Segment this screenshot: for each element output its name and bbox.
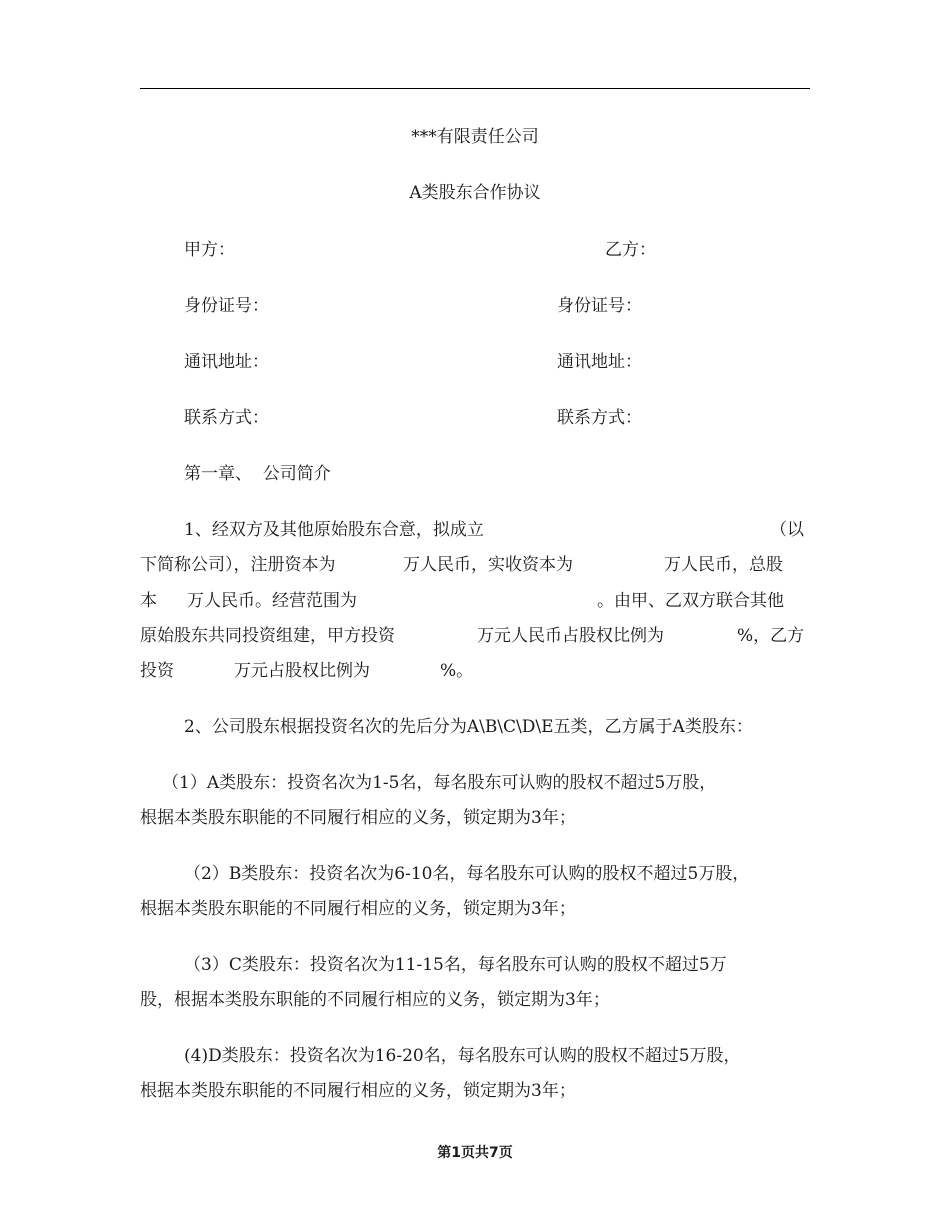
party-a-address-label: 通讯地址： bbox=[184, 352, 269, 372]
p1-line-3-tail: 。由甲、乙双方联合其他 bbox=[597, 591, 784, 611]
chapter-heading: 第一章、 公司简介 bbox=[184, 464, 331, 484]
company-name: ***有限责任公司 bbox=[411, 127, 539, 147]
p1-line-4-text: 原始股东共同投资组建，甲方投资 bbox=[140, 626, 395, 646]
p1-line-2-text: 下简称公司），注册资本为 bbox=[140, 555, 336, 575]
item-a-line-2: 根据本类股东职能的不同履行相应的义务，锁定期为3年； bbox=[140, 808, 576, 828]
item-c-line-2: 股，根据本类股东职能的不同履行相应的义务，锁定期为3年； bbox=[140, 990, 610, 1010]
item-a-line-1: （1）A类股东：投资名次为1-5名，每名股东可认购的股权不超过5万股， bbox=[162, 773, 717, 793]
item-b-line-1: （2）B类股东：投资名次为6-10名，每名股东可认购的股权不超过5万股， bbox=[184, 864, 750, 884]
item-b-line-2: 根据本类股东职能的不同履行相应的义务，锁定期为3年； bbox=[140, 899, 576, 919]
item-d-line-1: (4)D类股东：投资名次为16-20名，每名股东可认购的股权不超过5万股， bbox=[184, 1046, 741, 1066]
page-number-footer: 第1页共7页 bbox=[437, 1145, 513, 1161]
p1-line-1-text: 1、经双方及其他原始股东合意，拟成立 bbox=[184, 520, 484, 540]
p1-line-1-tail: （以 bbox=[770, 520, 804, 540]
agreement-title: A类股东合作协议 bbox=[409, 183, 541, 203]
item-d-line-2: 根据本类股东职能的不同履行相应的义务，锁定期为3年； bbox=[140, 1081, 576, 1101]
p1-line-5-tail: %。 bbox=[440, 661, 474, 681]
p1-line-5-text: 投资 bbox=[140, 661, 174, 681]
party-a-label: 甲方： bbox=[184, 240, 235, 260]
party-b-contact-label: 联系方式： bbox=[557, 408, 642, 428]
p1-line-2-mid: 万人民币，实收资本为 bbox=[403, 555, 573, 575]
p1-line-4-tail: %，乙方 bbox=[737, 626, 805, 646]
party-a-id-label: 身份证号： bbox=[184, 296, 269, 316]
p1-line-5-mid: 万元占股权比例为 bbox=[234, 661, 370, 681]
party-b-address-label: 通讯地址： bbox=[557, 352, 642, 372]
p1-line-3-mid: 万人民币。经营范围为 bbox=[187, 591, 357, 611]
p1-line-3-text: 本 bbox=[140, 591, 157, 611]
header-rule bbox=[140, 88, 810, 89]
party-b-label: 乙方： bbox=[605, 240, 656, 260]
p1-line-4-mid: 万元人民币占股权比例为 bbox=[477, 626, 664, 646]
party-a-contact-label: 联系方式： bbox=[184, 408, 269, 428]
p1-line-2-tail: 万人民币，总股 bbox=[664, 555, 783, 575]
item-c-line-1: （3）C类股东：投资名次为11-15名，每名股东可认购的股权不超过5万 bbox=[184, 955, 727, 975]
party-b-id-label: 身份证号： bbox=[557, 296, 642, 316]
paragraph-2: 2、公司股东根据投资名次的先后分为A\B\C\D\E五类，乙方属于A类股东： bbox=[184, 717, 753, 737]
